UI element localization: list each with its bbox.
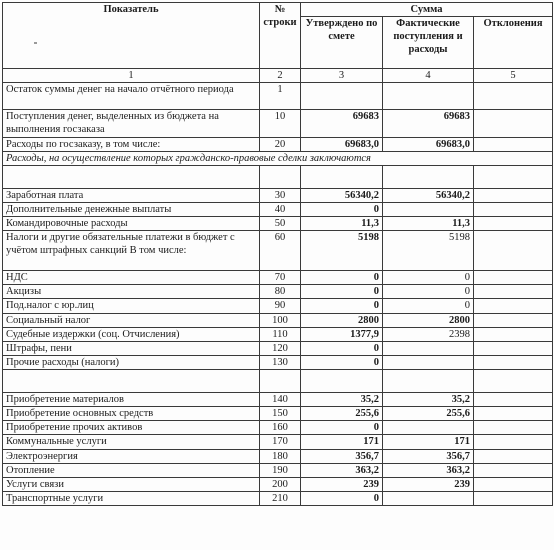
- table-row: [3, 355, 553, 369]
- row-actual-value: 255,6: [383, 407, 474, 421]
- row-label: Электроэнергия: [3, 449, 260, 463]
- row-label: Налоги и другие обязательные платежи в бюджет с учётом штрафных санкций В том числе:: [3, 231, 260, 271]
- row-actual-value: 0: [383, 299, 474, 313]
- row-line-number: 20: [260, 137, 301, 151]
- empty-cell: [301, 165, 383, 188]
- row-deviation-value: [474, 299, 553, 313]
- row-actual-value: 356,7: [383, 449, 474, 463]
- table-row: [3, 393, 553, 407]
- row-label: Прочие расходы (налоги): [3, 355, 260, 369]
- row-deviation-value: [474, 217, 553, 231]
- row-actual-value: [383, 202, 474, 216]
- col-number: 3: [301, 69, 383, 83]
- row-approved-value: [301, 83, 383, 110]
- table-row: [3, 271, 553, 285]
- table-row: [3, 449, 553, 463]
- empty-cell: [474, 165, 553, 188]
- row-approved-value: 11,3: [301, 217, 383, 231]
- table-row: [3, 327, 553, 341]
- row-line-number: 80: [260, 285, 301, 299]
- row-actual-value: 69683: [383, 110, 474, 137]
- table-row: [3, 188, 553, 202]
- row-line-number: 140: [260, 393, 301, 407]
- table-row: [3, 463, 553, 477]
- row-deviation-value: [474, 477, 553, 491]
- row-line-number: 10: [260, 110, 301, 137]
- row-line-number: 90: [260, 299, 301, 313]
- row-actual-value: [383, 341, 474, 355]
- budget-report-table: [2, 2, 553, 506]
- col-number: 1: [3, 69, 260, 83]
- row-approved-value: 35,2: [301, 393, 383, 407]
- row-line-number: 200: [260, 477, 301, 491]
- spacer-row: [3, 165, 553, 188]
- column-number-row: [3, 69, 553, 83]
- row-line-number: 100: [260, 313, 301, 327]
- row-actual-value: 35,2: [383, 393, 474, 407]
- row-approved-value: 171: [301, 435, 383, 449]
- row-line-number: 60: [260, 231, 301, 271]
- row-approved-value: 0: [301, 271, 383, 285]
- row-line-number: 170: [260, 435, 301, 449]
- header-actual: Фактические поступления и расходы: [383, 17, 474, 69]
- header-indicator: Показатель: [3, 3, 260, 69]
- row-deviation-value: [474, 393, 553, 407]
- row-label: Социальный налог: [3, 313, 260, 327]
- row-approved-value: 0: [301, 421, 383, 435]
- table-row: [3, 110, 553, 137]
- col-number: 2: [260, 69, 301, 83]
- row-actual-value: [383, 355, 474, 369]
- row-label: Акцизы: [3, 285, 260, 299]
- row-actual-value: [383, 83, 474, 110]
- row-line-number: 210: [260, 491, 301, 505]
- row-actual-value: 0: [383, 285, 474, 299]
- row-label: Командировочные расходы: [3, 217, 260, 231]
- row-actual-value: 56340,2: [383, 188, 474, 202]
- header-line-number: № строки: [260, 3, 301, 69]
- row-deviation-value: [474, 463, 553, 477]
- row-line-number: 150: [260, 407, 301, 421]
- empty-cell: [260, 165, 301, 188]
- table-row: [3, 83, 553, 110]
- empty-cell: [260, 370, 301, 393]
- row-label: Под.налог с юр.лиц: [3, 299, 260, 313]
- row-deviation-value: [474, 407, 553, 421]
- row-line-number: 190: [260, 463, 301, 477]
- table-row: [3, 407, 553, 421]
- row-actual-value: 11,3: [383, 217, 474, 231]
- row-label: Отопление: [3, 463, 260, 477]
- row-deviation-value: [474, 449, 553, 463]
- row-label: Приобретение прочих активов: [3, 421, 260, 435]
- row-deviation-value: [474, 341, 553, 355]
- row-approved-value: 0: [301, 491, 383, 505]
- empty-cell: [474, 370, 553, 393]
- row-line-number: 1: [260, 83, 301, 110]
- row-actual-value: 2398: [383, 327, 474, 341]
- row-label: Приобретение основных средств: [3, 407, 260, 421]
- table-row: [3, 137, 553, 151]
- row-line-number: 180: [260, 449, 301, 463]
- row-approved-value: 5198: [301, 231, 383, 271]
- row-deviation-value: [474, 83, 553, 110]
- empty-cell: [301, 370, 383, 393]
- row-line-number: 40: [260, 202, 301, 216]
- header-deviation: Отклонения: [474, 17, 553, 69]
- row-deviation-value: [474, 421, 553, 435]
- row-label: Коммунальные услуги: [3, 435, 260, 449]
- row-deviation-value: [474, 110, 553, 137]
- row-actual-value: 363,2: [383, 463, 474, 477]
- row-label: Расходы по госзаказу, в том числе:: [3, 137, 260, 151]
- row-label: Штрафы, пени: [3, 341, 260, 355]
- italic-note: Расходы, на осуществление которых гражданско-правовые сделки заключаются: [3, 151, 553, 165]
- row-label: Заработная плата: [3, 188, 260, 202]
- row-deviation-value: [474, 137, 553, 151]
- row-line-number: 120: [260, 341, 301, 355]
- row-approved-value: 0: [301, 355, 383, 369]
- row-line-number: 30: [260, 188, 301, 202]
- row-label: Судебные издержки (соц. Отчисления): [3, 327, 260, 341]
- header-approved: Утверждено по смете: [301, 17, 383, 69]
- empty-cell: [383, 370, 474, 393]
- row-label: Остаток суммы денег на начало отчётного периода: [3, 83, 260, 110]
- row-deviation-value: [474, 435, 553, 449]
- italic-note-row: [3, 151, 553, 165]
- col-number: 5: [474, 69, 553, 83]
- row-approved-value: 0: [301, 299, 383, 313]
- row-approved-value: 0: [301, 202, 383, 216]
- empty-cell: [3, 165, 260, 188]
- row-actual-value: 69683,0: [383, 137, 474, 151]
- row-line-number: 70: [260, 271, 301, 285]
- row-actual-value: 0: [383, 271, 474, 285]
- col-number: 4: [383, 69, 474, 83]
- row-actual-value: [383, 491, 474, 505]
- table-row: [3, 299, 553, 313]
- table-row: [3, 285, 553, 299]
- table-row: [3, 341, 553, 355]
- row-line-number: 50: [260, 217, 301, 231]
- row-deviation-value: [474, 202, 553, 216]
- row-deviation-value: [474, 285, 553, 299]
- table-row: [3, 313, 553, 327]
- table-row: [3, 231, 553, 271]
- row-deviation-value: [474, 313, 553, 327]
- row-actual-value: 2800: [383, 313, 474, 327]
- row-line-number: 110: [260, 327, 301, 341]
- row-approved-value: 255,6: [301, 407, 383, 421]
- row-actual-value: [383, 421, 474, 435]
- row-deviation-value: [474, 355, 553, 369]
- row-approved-value: 0: [301, 285, 383, 299]
- header-sum: Сумма: [301, 3, 553, 17]
- row-deviation-value: [474, 231, 553, 271]
- row-label: Услуги связи: [3, 477, 260, 491]
- row-label: Дополнительные денежные выплаты: [3, 202, 260, 216]
- row-actual-value: 5198: [383, 231, 474, 271]
- row-approved-value: 56340,2: [301, 188, 383, 202]
- row-deviation-value: [474, 327, 553, 341]
- row-approved-value: 0: [301, 341, 383, 355]
- row-label: НДС: [3, 271, 260, 285]
- empty-cell: [383, 165, 474, 188]
- empty-cell: [3, 370, 260, 393]
- row-label: Поступления денег, выделенных из бюджета на выполнения госзаказа: [3, 110, 260, 137]
- row-line-number: 160: [260, 421, 301, 435]
- spacer-row: [3, 370, 553, 393]
- report-body: [3, 69, 553, 506]
- row-label: Приобретение материалов: [3, 393, 260, 407]
- row-deviation-value: [474, 188, 553, 202]
- table-row: [3, 421, 553, 435]
- row-actual-value: 239: [383, 477, 474, 491]
- table-row: [3, 202, 553, 216]
- row-approved-value: 1377,9: [301, 327, 383, 341]
- table-row: [3, 491, 553, 505]
- row-approved-value: 239: [301, 477, 383, 491]
- row-deviation-value: [474, 491, 553, 505]
- table-row: [3, 217, 553, 231]
- row-approved-value: 363,2: [301, 463, 383, 477]
- row-line-number: 130: [260, 355, 301, 369]
- row-deviation-value: [474, 271, 553, 285]
- table-row: [3, 477, 553, 491]
- row-actual-value: 171: [383, 435, 474, 449]
- table-row: [3, 435, 553, 449]
- row-approved-value: 2800: [301, 313, 383, 327]
- row-label: Транспортные услуги: [3, 491, 260, 505]
- row-approved-value: 69683: [301, 110, 383, 137]
- row-approved-value: 69683,0: [301, 137, 383, 151]
- row-approved-value: 356,7: [301, 449, 383, 463]
